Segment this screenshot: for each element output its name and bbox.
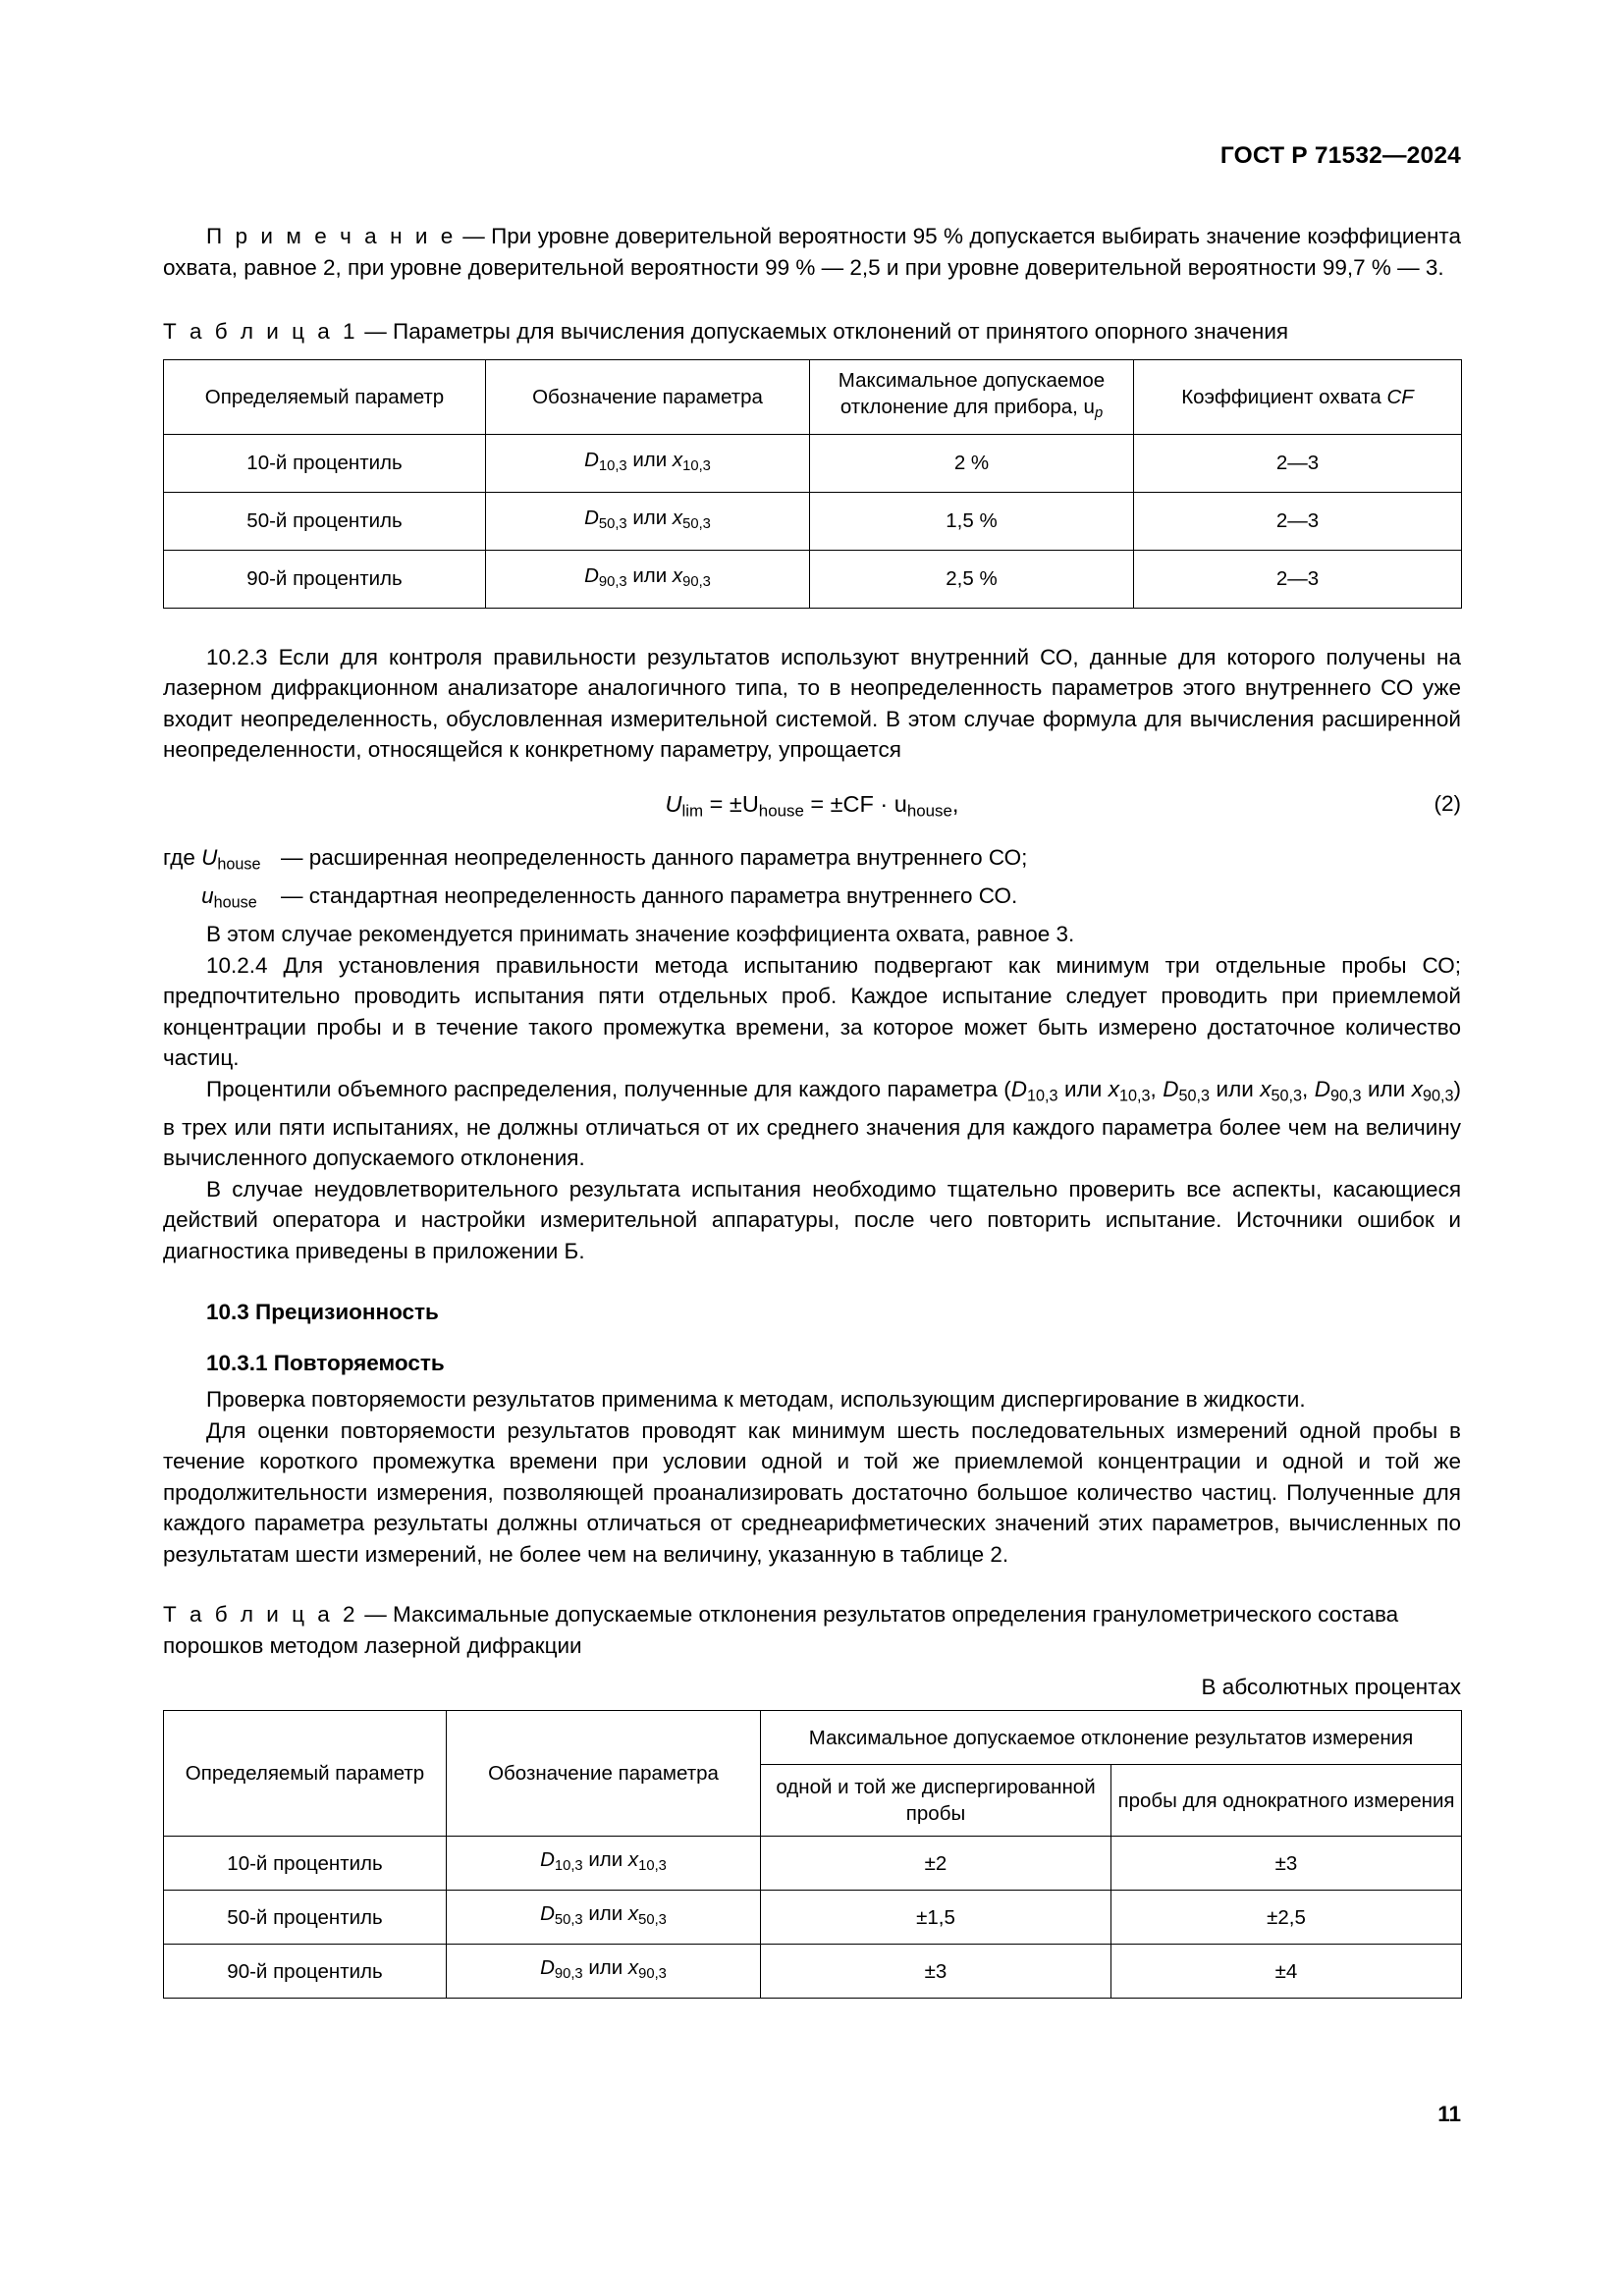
table-1 <box>163 359 1462 609</box>
table2-r2-val2: ±2,5 <box>1111 1891 1462 1945</box>
formula-number: (2) <box>1434 790 1461 816</box>
table-row <box>164 550 1462 608</box>
table2-r2-val1: ±1,5 <box>761 1891 1111 1945</box>
heading-10-3: 10.3 Прецизионность <box>206 1300 439 1325</box>
paragraph-coverage-recommend: В этом случае рекомендуется принимать значение коэффициента охвата, равное 3. <box>206 922 1075 947</box>
paragraph-percentiles: Процентили объемного распределения, полученные для каждого параметра ($D_{10,3}$ или $x_{10,3}$, $D_{50,3}$ или $x_{50,3}$, $D_{90,3}$ или $x_{90,3}$) в трех или пяти испытаниях, не должны отличаться от их среднего значения для каждого параметра более чем на величину вычисленного допускаемого отклонения. <box>163 1076 1461 1171</box>
table2-header-designation: Обозначение параметра <box>447 1711 761 1837</box>
note-paragraph <box>163 221 1461 283</box>
formula-2: $U_{lim} = \pm U_{house} = \pm CF \cdot u_{house}$, (2) <box>665 790 1461 821</box>
table1-r1-deviation: 2 % <box>810 434 1134 492</box>
page-number: 11 <box>1437 2102 1461 2126</box>
table2-r3-val2: ±4 <box>1111 1945 1462 1999</box>
table1-r3-param: 90-й процентиль <box>164 550 486 608</box>
table1-r2-coverage: 2—3 <box>1134 492 1462 550</box>
table2-header-param: Определяемый параметр <box>164 1711 447 1837</box>
where-definition-2: — стандартная неопределенность данного параметра внутреннего СО. <box>281 883 1018 909</box>
table2-caption-label: Т а б л и ц а 2 <box>163 1602 359 1628</box>
table-row <box>164 1837 1462 1891</box>
table2-r3-param: 90-й процентиль <box>164 1945 447 1999</box>
table1-r1-param: 10-й процентиль <box>164 434 486 492</box>
table1-caption-text: — Параметры для вычисления допускаемых отклонений от принятого опорного значения <box>358 319 1289 344</box>
body-column <box>163 221 1461 1999</box>
table1-header-param: Определяемый параметр <box>164 359 486 434</box>
paragraph-unsatisfactory: В случае неудовлетворительного результата испытания необходимо тщательно проверить все аспекты, касающиеся действий оператора и настройки измерительной аппаратуры, после чего повторить испытание. Источники ошибок и диагностика приведены в приложении Б. <box>163 1176 1461 1263</box>
table2-r1-designation: $D_{10,3}$ или $x_{10,3}$ <box>447 1837 761 1891</box>
table2-caption <box>163 1599 1461 1661</box>
paragraph-10-2-4: 10.2.4 Для установления правильности метода испытанию подвергают как минимум три отдельные пробы СО; предпочтительно проводить испытания пяти отдельных проб. Каждое испытание следует проводить при приемлемой концентрации пробы и в течение такого промежутка времени, за которое может быть измерено достаточное количество частиц. <box>163 952 1461 1071</box>
paragraph-repeatability-2: Для оценки повторяемости результатов проводят как минимум шесть последовательных измерений одной пробы в течение короткого промежутка времени при условии одной и той же приемлемой концентрации и одной и той же продолжительности измерения, позволяющей проанализировать достаточно большое количество частиц. Полученные для каждого параметра результаты должны отличаться от среднеарифметических значений этих параметров, вычисленных по результатам шести измерений, не более чем на величину, указанную в таблице 2. <box>163 1417 1461 1567</box>
heading-10-3-1: 10.3.1 Повторяемость <box>206 1351 445 1376</box>
table-row <box>164 1891 1462 1945</box>
note-label: П р и м е ч а н и е <box>206 224 457 248</box>
table2-r2-designation: $D_{50,3}$ или $x_{50,3}$ <box>447 1891 761 1945</box>
table1-header-coverage: Коэффициент охвата CF <box>1134 359 1462 434</box>
table2-units-note: В абсолютных процентах <box>1201 1675 1461 1700</box>
table1-caption <box>163 316 1461 347</box>
table1-r3-designation: $D_{90,3}$ или $x_{90,3}$ <box>486 550 810 608</box>
table1-r2-param: 50-й процентиль <box>164 492 486 550</box>
page-header: ГОСТ Р 71532—2024 <box>1219 142 1461 169</box>
table2-r3-designation: $D_{90,3}$ или $x_{90,3}$ <box>447 1945 761 1999</box>
where-symbol-2: $u_{house}$ <box>201 883 257 912</box>
paragraph-repeatability-1: Проверка повторяемости результатов применима к методам, использующим диспергирование в жидкости. <box>206 1387 1306 1413</box>
where-symbol-1: где $U_{house}$ <box>163 845 261 874</box>
paragraph-10-2-3: 10.2.3 Если для контроля правильности результатов используют внутренний СО, данные для которого получены на лазерном дифракционном анализаторе аналогичного типа, то в неопределенность параметров этого внутреннего СО уже входит неопределенность, обусловленная измерительной системой. В этом случае формула для вычисления расширенной неопределенности, относящейся к конкретному параметру, упрощается <box>163 644 1461 763</box>
table-header-row <box>164 359 1462 434</box>
note-text: — При уровне доверительной вероятности 95 % допускается выбирать значение коэффициента охвата, равное 2, при уровне доверительной вероятности 99 % — 2,5 и при уровне доверительной вероятности 99,7 % — 3. <box>163 224 1461 280</box>
where-row-1 <box>114 842 1461 881</box>
table2-caption-text: — Максимальные допускаемые отклонения результатов определения гранулометрического состава порошков методом лазерной дифракции <box>163 1602 1399 1658</box>
table2-header-group: Максимальное допускаемое отклонение результатов измерения <box>761 1711 1462 1765</box>
table1-r3-coverage: 2—3 <box>1134 550 1462 608</box>
table1-caption-label: Т а б л и ц а 1 <box>163 319 359 344</box>
table2-r1-param: 10-й процентиль <box>164 1837 447 1891</box>
table-row <box>164 434 1462 492</box>
table1-header-designation: Обозначение параметра <box>486 359 810 434</box>
where-row-2 <box>114 881 1461 919</box>
table2-r1-val1: ±2 <box>761 1837 1111 1891</box>
table1-header-deviation-sub: р <box>1094 404 1104 421</box>
table1-r1-coverage: 2—3 <box>1134 434 1462 492</box>
table-header-row <box>164 1711 1462 1765</box>
table2-header-sub2: пробы для однократного измерения <box>1111 1765 1462 1837</box>
table-row <box>164 1945 1462 1999</box>
table1-header-deviation: Максимальное допускаемое отклонение для прибора, $u_р$ <box>810 359 1134 434</box>
table1-r2-deviation: 1,5 % <box>810 492 1134 550</box>
table2-r1-val2: ±3 <box>1111 1837 1462 1891</box>
where-definition-1: — расширенная неопределенность данного параметра внутреннего СО; <box>281 845 1028 871</box>
table-2 <box>163 1710 1462 1999</box>
table-row <box>164 492 1462 550</box>
table2-r3-val1: ±3 <box>761 1945 1111 1999</box>
table1-r2-designation: $D_{50,3}$ или $x_{50,3}$ <box>486 492 810 550</box>
where-block <box>163 842 1461 919</box>
table2-r2-param: 50-й процентиль <box>164 1891 447 1945</box>
table1-r3-deviation: 2,5 % <box>810 550 1134 608</box>
table1-r1-designation: $D_{10,3}$ или $x_{10,3}$ <box>486 434 810 492</box>
table2-header-sub1: одной и той же диспергированной пробы <box>761 1765 1111 1837</box>
